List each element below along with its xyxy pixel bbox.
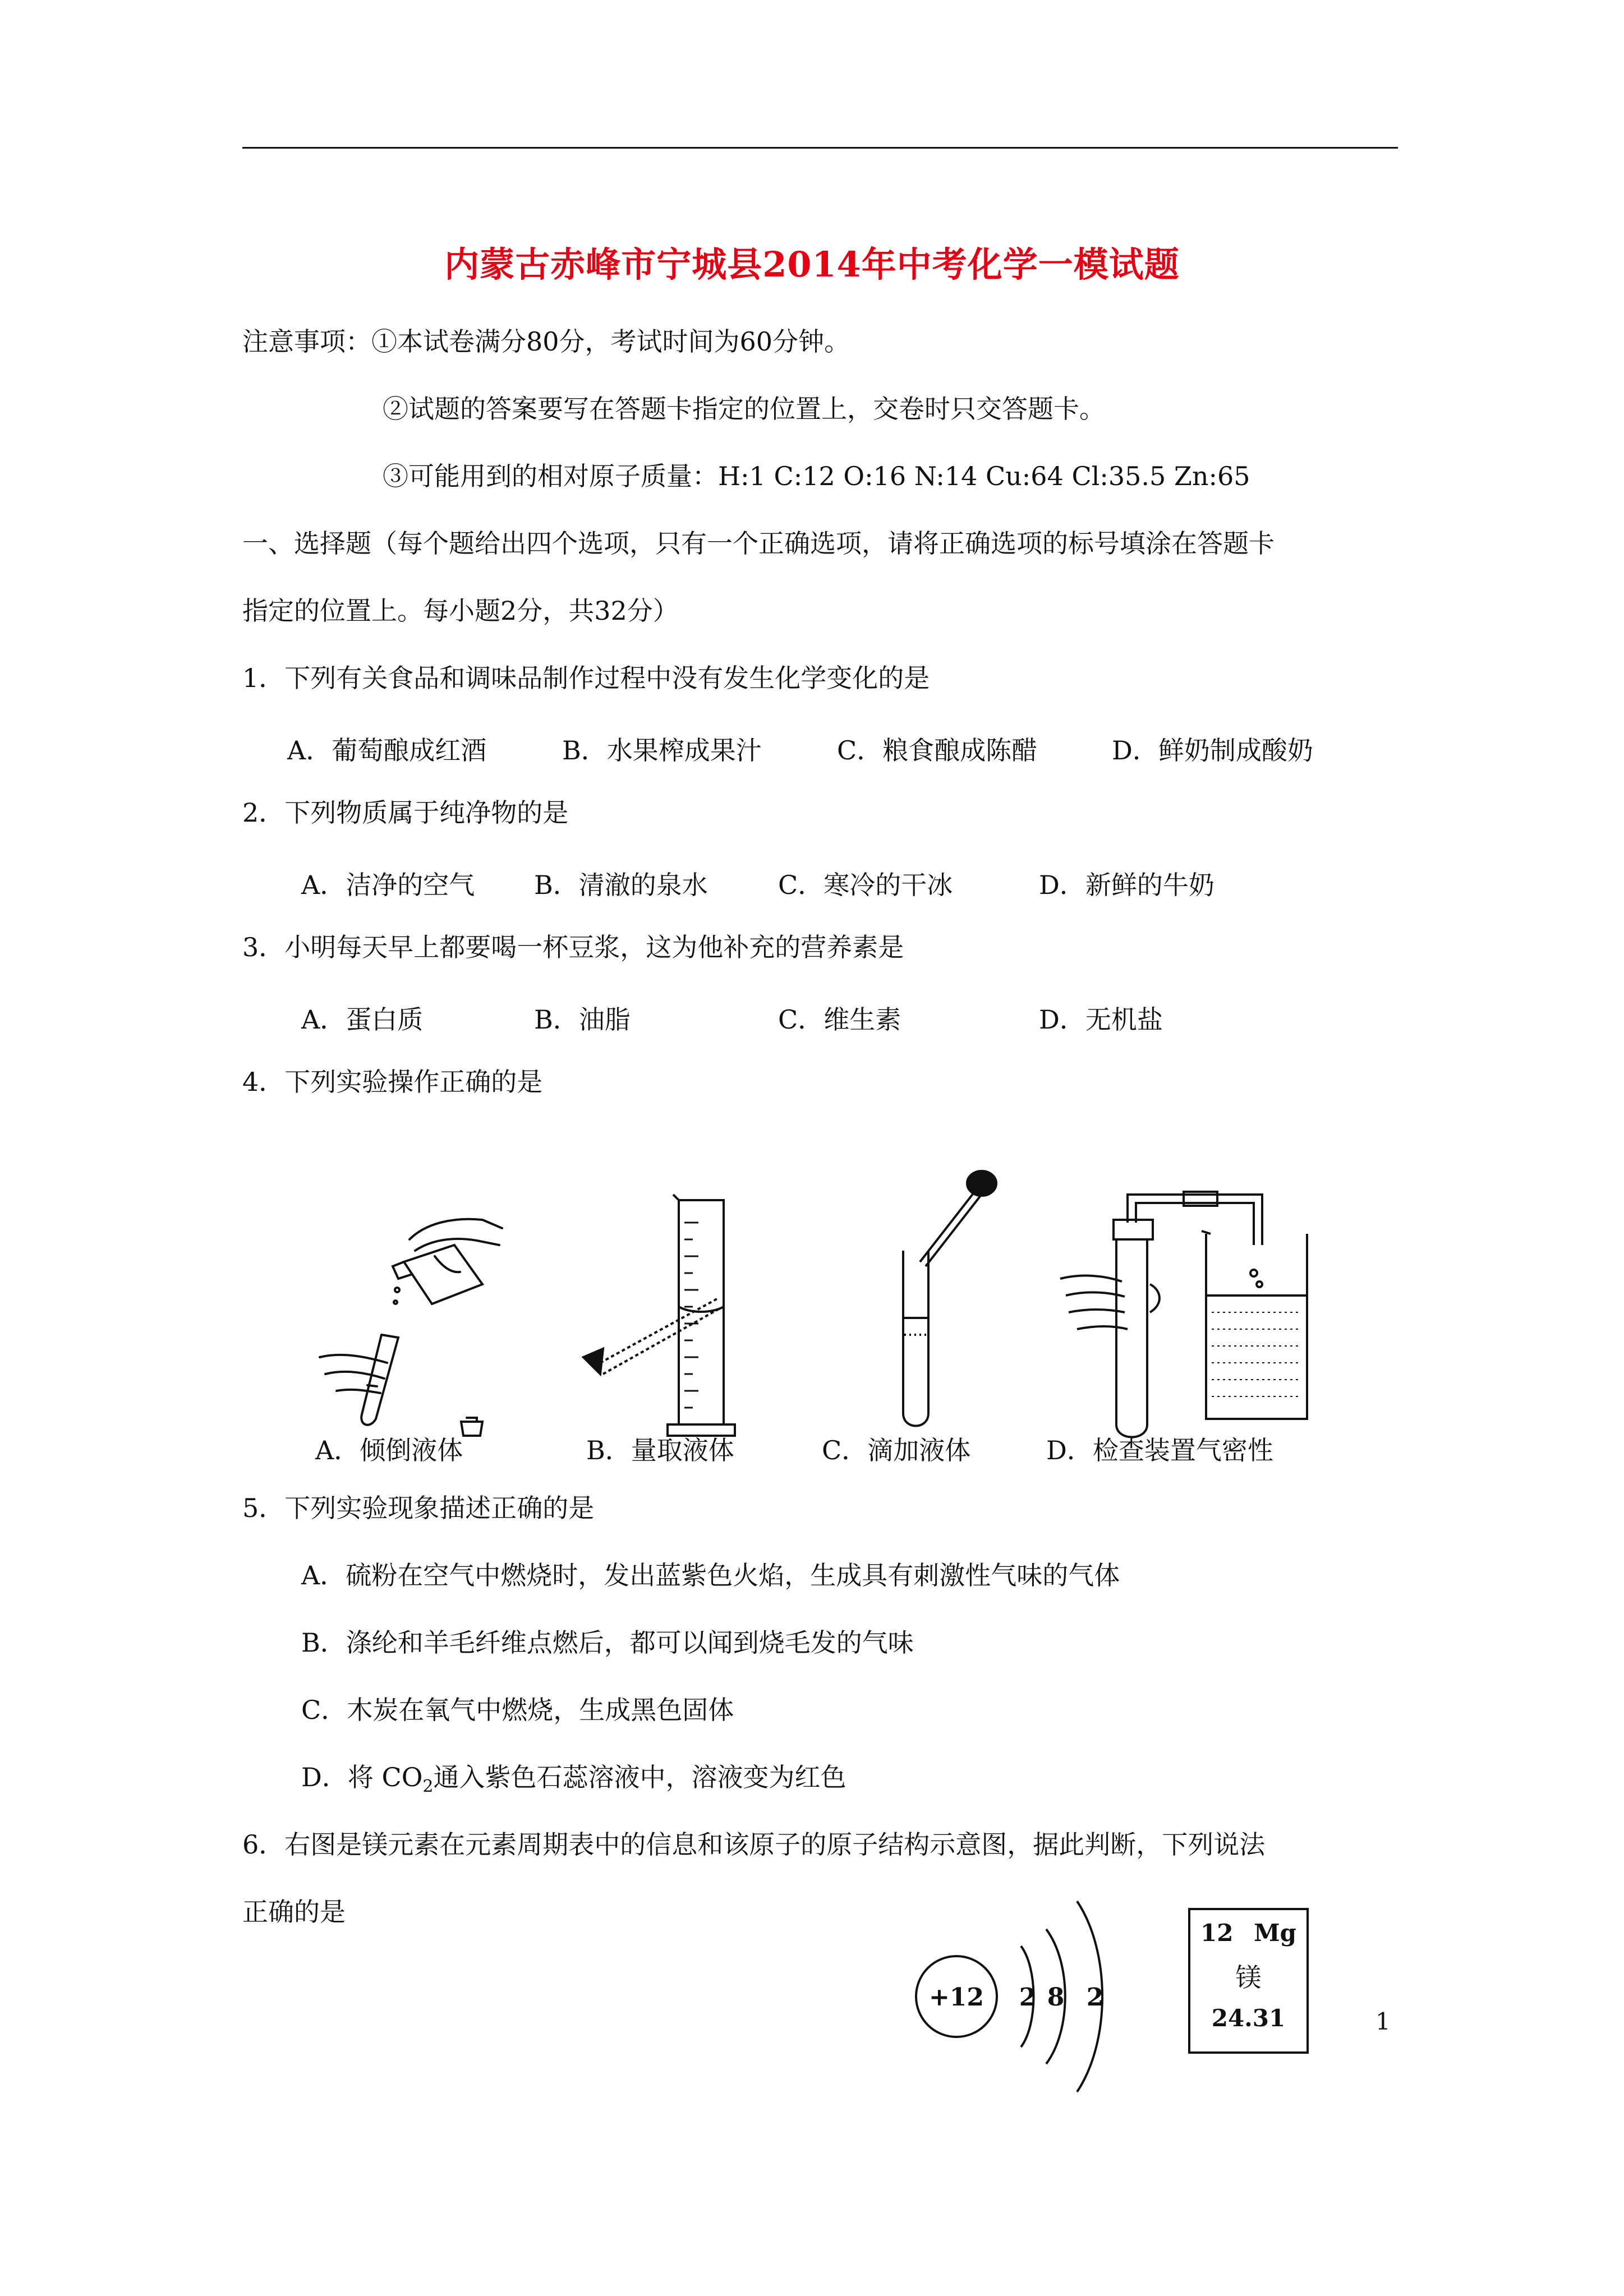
element-name: 镁 [1235, 1962, 1262, 1993]
option: A．蛋白质 [301, 1004, 424, 1035]
question-3-stem: 3．小明每天早上都要喝一杯豆浆，这为他补充的营养素是 [242, 932, 904, 962]
option: A．葡萄酿成红酒 [287, 735, 487, 766]
option: D．新鲜的牛奶 [1039, 870, 1214, 900]
option: D．鲜奶制成酸奶 [1112, 735, 1313, 766]
notes-line-1: 注意事项：①本试卷满分80分，考试时间为60分钟。 [242, 326, 850, 357]
option: C．维生素 [778, 1004, 901, 1035]
header-rule [242, 147, 1398, 149]
pouring-liquid-figure [314, 1206, 527, 1441]
option: C．滴加液体 [822, 1435, 971, 1465]
question-5-option-b: B．涤纶和羊毛纤维点燃后，都可以闻到烧毛发的气味 [301, 1628, 914, 1658]
option: B．量取液体 [586, 1435, 734, 1465]
option: B．水果榨成果汁 [562, 735, 762, 766]
question-6-stem-1: 6．右图是镁元素在元素周期表中的信息和该原子的原子结构示意图，据此判断，下列说法 [242, 1829, 1266, 1860]
option: C．粮食酿成陈醋 [837, 735, 1038, 766]
shell-electrons: 2 [1019, 1983, 1037, 2012]
shell-electrons: 8 [1047, 1983, 1065, 2012]
question-2-stem: 2．下列物质属于纯净物的是 [242, 797, 569, 828]
question-1-stem: 1．下列有关食品和调味品制作过程中没有发生化学变化的是 [242, 663, 930, 693]
question-5-option-c: C．木炭在氧气中燃烧，生成黑色固体 [301, 1695, 734, 1725]
option: A．洁净的空气 [301, 870, 475, 900]
page-title: 内蒙古赤峰市宁城县2014年中考化学一模试题 [444, 244, 1180, 285]
notes-line-3: ③可能用到的相对原子质量：H:1 C:12 O:16 N:14 Cu:64 Cl:35.5 Zn:65 [383, 461, 1250, 491]
dropper-figure [886, 1167, 1021, 1447]
question-4-stem: 4．下列实验操作正确的是 [242, 1067, 543, 1097]
atomic-number: 12 [1200, 1919, 1234, 1947]
option: B．油脂 [534, 1004, 631, 1035]
question-5-option-a: A．硫粉在空气中燃烧时，发出蓝紫色火焰，生成具有刺激性气味的气体 [301, 1560, 1120, 1590]
shell-electrons: 2 [1086, 1983, 1104, 2012]
graduated-cylinder-figure [578, 1189, 769, 1447]
atomic-mass: 24.31 [1211, 2004, 1286, 2032]
option: C．寒冷的干冰 [778, 870, 953, 900]
page-number: 1 [1375, 2008, 1391, 2035]
option: D．无机盐 [1039, 1004, 1163, 1035]
section-heading-1: 一、选择题（每个题给出四个选项，只有一个正确选项，请将正确选项的标号填涂在答题卡 [242, 528, 1275, 559]
option: B．清澈的泉水 [534, 870, 708, 900]
periodic-table-cell [1188, 1908, 1309, 2054]
question-5-stem: 5．下列实验现象描述正确的是 [242, 1493, 595, 1523]
element-symbol: Mg [1254, 1919, 1296, 1947]
section-heading-2: 指定的位置上。每小题2分，共32分） [242, 596, 679, 626]
atomic-structure-diagram [909, 1873, 1133, 2097]
question-6-stem-2: 正确的是 [242, 1897, 346, 1927]
airtightness-check-figure [1055, 1178, 1324, 1458]
option: A．倾倒液体 [315, 1435, 463, 1465]
notes-line-2: ②试题的答案要写在答题卡指定的位置上，交卷时只交答题卡。 [383, 394, 1105, 424]
nucleus-charge: +12 [928, 1983, 984, 2012]
option: D．检查装置气密性 [1046, 1435, 1273, 1465]
question-5-option-d: D．将 $CO_2$通入紫色石蕊溶液中，溶液变为红色 [301, 1762, 846, 1797]
